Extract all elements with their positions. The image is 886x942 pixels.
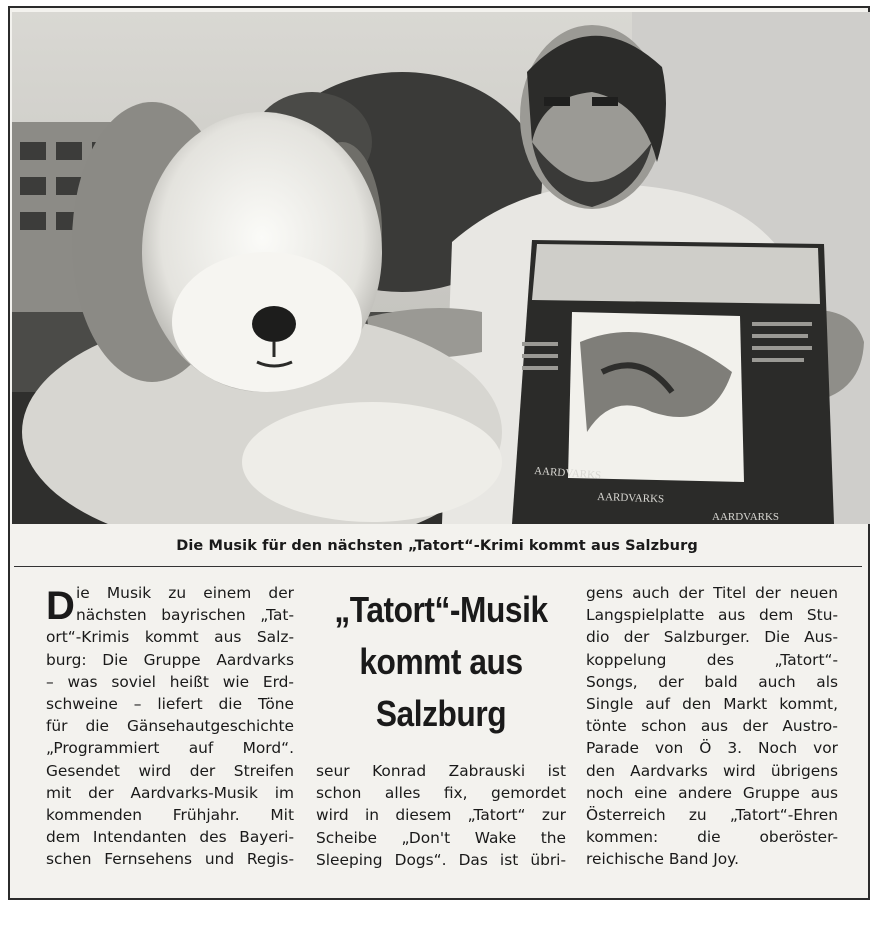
text-line: tönte schon aus der Austro-	[586, 717, 838, 736]
text-line: Langspielplatte aus dem Stu-	[586, 606, 838, 625]
article-headline	[324, 584, 558, 740]
text-line: reichische Band Joy.	[586, 850, 739, 869]
drop-cap: D	[46, 584, 75, 628]
article-column-1	[46, 582, 294, 871]
text-line: Parade von Ö 3. Noch vor	[586, 739, 838, 758]
text-line: dio der Salzburger. Die Aus-	[586, 628, 838, 647]
headline-line: „Tatort“-Musik	[334, 589, 548, 630]
text-line: Gesendet wird der Streifen	[46, 761, 294, 780]
text-line: den Aardvarks wird übrigens	[586, 761, 838, 780]
record-label-2: AARDVARKS	[596, 491, 665, 506]
text-line: gens auch der Titel der neuen	[586, 584, 838, 602]
article-column-3	[586, 582, 838, 871]
text-line: Scheibe „Don't Wake the	[316, 828, 566, 847]
text-line: schon alles fix, gemordet	[316, 784, 566, 803]
text-line: ort“-Krimis kommt aus Salz-	[46, 628, 294, 647]
text-line: kommen: die oberöster-	[586, 828, 838, 847]
record-sleeve	[512, 240, 834, 524]
headline-line: Salzburg	[375, 693, 507, 734]
article-column-2	[316, 760, 566, 871]
headline-line: kommt aus	[359, 641, 523, 682]
text-line: burg: Die Gruppe Aardvarks	[46, 650, 294, 669]
text-line: „Programmiert auf Mord“.	[46, 739, 294, 758]
text-line: wird in diesem „Tatort“ zur	[316, 806, 566, 825]
record-label-3: AARDVARKS	[712, 511, 780, 523]
text-line: mit der Aardvarks-Musik im	[46, 783, 294, 802]
record-label-1: AARDVARKS	[533, 465, 602, 482]
text-line: nächsten bayrischen „Tat-	[76, 606, 294, 625]
photo-graphic	[12, 12, 870, 524]
text-line: Songs, der bald auch als	[586, 672, 838, 691]
text-line: noch eine andere Gruppe aus	[586, 783, 838, 802]
text-line: schen Fernsehens und Regis-	[46, 850, 294, 869]
text-line: schweine – liefert die Töne	[46, 695, 294, 714]
dog-nose	[252, 306, 296, 342]
text-line: Single auf den Markt kommt,	[586, 695, 838, 714]
text-line: für die Gänsehautgeschichte	[46, 717, 294, 736]
news-photo	[12, 12, 870, 524]
divider	[14, 566, 862, 567]
text-line: Sleeping Dogs“. Das ist übri-	[316, 850, 566, 869]
text-line: koppelung des „Tatort“-	[586, 650, 838, 669]
text-line: ie Musik zu einem der	[76, 584, 294, 602]
photo-caption: Die Musik für den nächsten „Tatort“-Krimi kommt aus Salzburg	[176, 538, 698, 554]
text-line: dem Intendanten des Bayeri-	[46, 828, 294, 847]
text-line: seur Konrad Zabrauski ist	[316, 762, 566, 780]
text-line: – was soviel heißt wie Erd-	[46, 672, 294, 691]
text-line: kommenden Frühjahr. Mit	[46, 806, 294, 825]
text-line: Österreich zu „Tatort“-Ehren	[586, 806, 838, 825]
